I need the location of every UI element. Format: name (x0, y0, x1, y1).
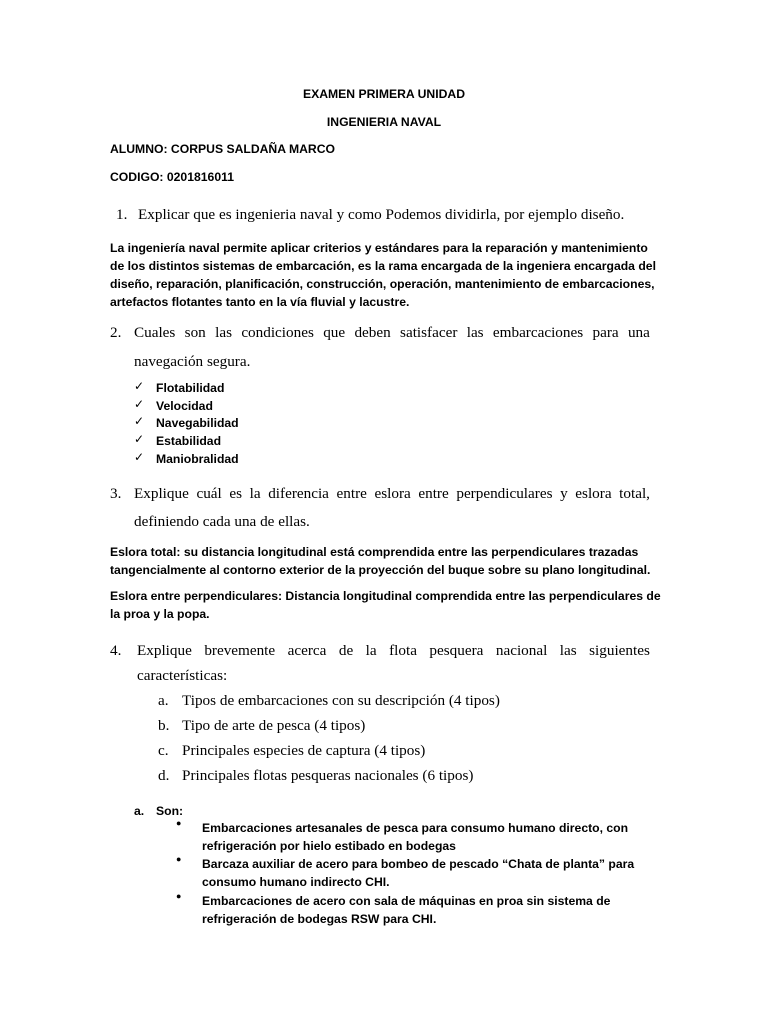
checkmark-icon: ✓ (134, 450, 145, 464)
q4-word: Explique (137, 642, 192, 659)
checkmark-icon: ✓ (134, 432, 145, 446)
checkmark-icon: ✓ (134, 397, 145, 411)
q1-answer-line: La ingeniería naval permite aplicar criterios y estándares para la reparación y mantenimiento (110, 241, 648, 255)
q4-answer-a-label: Son: (156, 804, 184, 818)
q3-answer-line: Eslora entre perpendiculares: Distancia longitudinal comprendida entre las perpendiculares de (110, 589, 661, 603)
exam-title: EXAMEN PRIMERA UNIDAD (302, 87, 466, 101)
q2-word: para (592, 324, 619, 341)
q3-answer-eslora-total (110, 543, 658, 579)
bullet-icon: ● (176, 818, 182, 828)
q3-word: y (560, 485, 568, 502)
q2-word: una (627, 324, 650, 341)
q4-word: siguientes (589, 642, 650, 659)
q2-answer-item: Velocidad (156, 399, 213, 413)
q4-word: nacional (495, 642, 548, 659)
q1-text: Explicar que es ingenieria naval y como Podemos dividirla, por ejemplo diseño. (138, 206, 625, 223)
q3-word: entre (336, 485, 367, 502)
q3-text-line1 (134, 484, 650, 504)
subject-title: INGENIERIA NAVAL (326, 115, 442, 129)
q3-word: entre (418, 485, 449, 502)
q4-answer-a-bullet (202, 819, 662, 855)
q3-answer-line: Eslora total: su distancia longitudinal está comprendida entre las perpendiculares trazadas (110, 545, 639, 559)
q2-word: las (215, 324, 232, 341)
checkmark-icon: ✓ (134, 379, 145, 393)
q1-answer-line: de los distintos sistemas de embarcación, es la rama encargada de la ingeniera encargada del (110, 259, 656, 273)
q4-answer-a-bullet (202, 855, 662, 891)
q3-word: perpendiculares (456, 485, 553, 502)
q4-answer-a-bullet (202, 892, 662, 928)
q3-answer-line: la proa y la popa. (110, 607, 210, 621)
bullet-text-line: Barcaza auxiliar de acero para bombeo de pescado “Chata de planta” para (202, 857, 635, 871)
q2-word: condiciones (241, 324, 314, 341)
q4-word: acerca (287, 642, 327, 659)
q4-answer-a-letter: a. (134, 804, 145, 818)
q2-answer-item: Navegabilidad (156, 416, 239, 430)
bullet-icon: ● (176, 891, 182, 901)
q3-answer-eslora-perpendiculares (110, 587, 661, 623)
q4-word: la (365, 642, 377, 659)
q4-item-letter: d. (158, 767, 170, 784)
student-code: CODIGO: 0201816011 (110, 170, 234, 184)
bullet-text-line: Embarcaciones de acero con sala de máquinas en proa sin sistema de (202, 894, 611, 908)
q3-number: 3. (110, 485, 122, 502)
q2-word: satisfacer (400, 324, 458, 341)
q4-word: las (559, 642, 577, 659)
checkmark-icon: ✓ (134, 414, 145, 428)
q2-word: son (184, 324, 206, 341)
q3-answer-line: tangencialmente al contorno exterior de la proyección del buque sobre su plano longitudinal. (110, 563, 651, 577)
q4-text-line1 (137, 641, 650, 661)
q4-item-text: Principales especies de captura (4 tipos) (182, 742, 426, 759)
q2-word: Cuales (134, 324, 176, 341)
q4-item-letter: a. (158, 692, 169, 709)
student-name: ALUMNO: CORPUS SALDAÑA MARCO (110, 142, 336, 156)
q3-word: Explique (134, 485, 189, 502)
q4-number: 4. (110, 642, 122, 659)
q1-number: 1. (116, 206, 128, 223)
q2-answer-item: Maniobralidad (156, 452, 239, 466)
q4-item-text: Tipo de arte de pesca (4 tipos) (182, 717, 366, 734)
q4-text-line2: características: (137, 667, 228, 684)
q3-word: eslora (575, 485, 612, 502)
q4-word: flota (389, 642, 417, 659)
q3-text-line2: definiendo cada una de ellas. (134, 513, 310, 530)
q1-answer (110, 239, 658, 311)
q2-answer-item: Estabilidad (156, 434, 222, 448)
q2-word: las (466, 324, 484, 341)
bullet-text-line: Embarcaciones artesanales de pesca para consumo humano directo, con (202, 821, 629, 835)
q2-answer-item: Flotabilidad (156, 381, 225, 395)
q3-word: es (229, 485, 243, 502)
q4-word: pesquera (429, 642, 484, 659)
bullet-text-line: refrigeración por hielo estibado en bodegas (202, 839, 456, 853)
q2-word: deben (354, 324, 391, 341)
q4-item-text: Principales flotas pesqueras nacionales (6 tipos) (182, 767, 474, 784)
q2-word: que (323, 324, 346, 341)
q4-word: brevemente (204, 642, 276, 659)
q4-item-letter: b. (158, 717, 170, 734)
bullet-text-line: consumo humano indirecto CHI. (202, 875, 390, 889)
q1-answer-line: diseño, reparación, planificación, construcción, operación, mantenimiento de embarcaciones, (110, 277, 655, 291)
bullet-text-line: refrigeración de bodegas RSW para CHI. (202, 912, 437, 926)
q4-item-text: Tipos de embarcaciones con su descripción (4 tipos) (182, 692, 500, 709)
q3-word: total, (619, 485, 650, 502)
q3-word: eslora (374, 485, 411, 502)
q2-number: 2. (110, 324, 122, 341)
q3-word: la (249, 485, 261, 502)
q3-word: cuál (196, 485, 222, 502)
q2-text-line2: navegación segura. (134, 353, 251, 370)
q4-item-letter: c. (158, 742, 169, 759)
bullet-icon: ● (176, 854, 182, 864)
q2-word: embarcaciones (492, 324, 584, 341)
q4-word: de (338, 642, 354, 659)
q2-text-line1 (134, 323, 650, 343)
q1-answer-line: artefactos flotantes tanto en la vía fluvial y lacustre. (110, 295, 410, 309)
q3-word: diferencia (268, 485, 329, 502)
